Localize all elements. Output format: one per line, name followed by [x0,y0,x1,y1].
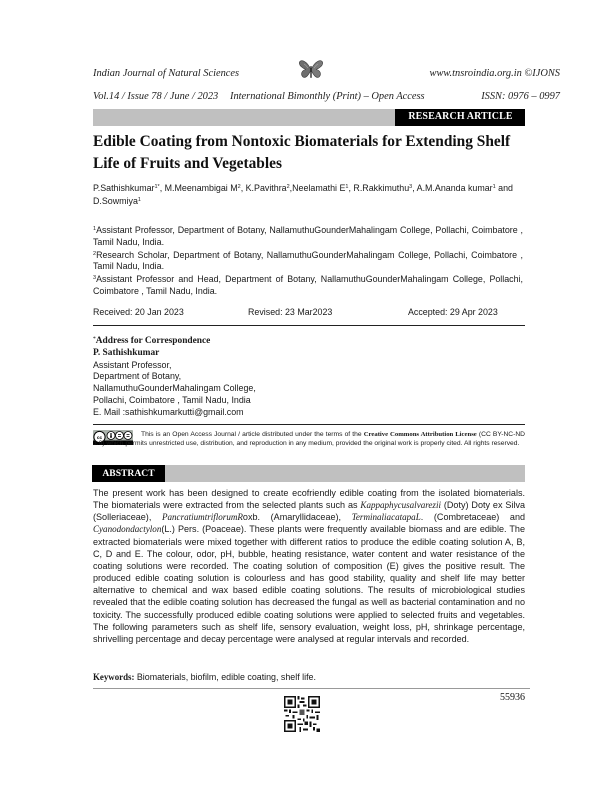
accepted-date: Accepted: 29 Apr 2023 [408,307,498,317]
journal-name: Indian Journal of Natural Sciences [93,68,240,79]
divider [93,325,525,326]
qr-code-icon [284,696,320,732]
journal-website: www.tnsroindia.org.in ©IJONS [429,68,560,79]
affiliation: $^2$Research Scholar, Department of Botany, NallamuthuGounderMahalingam College, Pollachi, Coimbatore , Tamil Nadu, India. [93,249,523,272]
abstract-heading: ABSTRACT [102,468,155,479]
species-name: PancratiumtriflorumR [161,512,243,523]
author: R.Rakkimuthu$^3$, [353,183,417,193]
correspondence-name: P. Sathishkumar [93,347,160,358]
article-dates [93,307,525,319]
author-list [93,182,533,208]
correspondence-line: NallamuthuGounderMahalingam College, [93,383,256,394]
author: D.Sowmiya$^1$ [93,195,141,206]
article-type-label: RESEARCH ARTICLE [408,111,513,122]
volume-issue: Vol.14 / Issue 78 / June / 2023 [93,91,219,102]
butterfly-icon [298,58,324,82]
author: M.Meenambigai $M^2$, [164,183,246,193]
affiliations [93,224,523,298]
species-name: TerminaliacatapaL [351,512,421,523]
correspondence-email[interactable]: E. Mail :sathishkumarkutti@gmail.com [93,406,244,417]
keywords-list: Biomaterials, biofilm, edible coating, shelf life. [134,672,316,682]
author: P.Sathishkumar$^{1*}$, [93,183,165,193]
species-name: Kappaphycusalvarezii [360,500,441,511]
author: A.M.Ananda kumar$^1$ and [416,183,513,193]
correspondence-line: Department of Botany, [93,371,182,382]
license-notice: This is an Open Access Journal / article distributed under the terms of the Creative Commons Attribution License (CC BY-NC-ND 3.0) which permits unrestricted use, distribution, and reproduction in any medium, provided the original work is properly cited. All rights reserved. [93,431,525,448]
author: Neelamathi $E^1$, [292,183,354,193]
abstract-text: The present work has been designed to create ecofriendly edible coating from the isolated biomaterials. The biomaterials were extracted from the selected plants such as Kappaphycusalvarezii (Doty) Doty ex Silva (Solleriaceae), PancratiumtriflorumRoxb. (Amaryllidaceae), TerminaliacatapaL. (Combretaceae) and Cyanodondactylon(L.) Pers. (Poaceae). These plants were frequently available biomass and are edible. The extracted biomaterials were mixed together with different ratios to produce the edible coating solution A, B, C, D and E. The colour, odor, pH, bubble, heating resistance, water content and water resistance of the coating solutions were recorded. The coating solution of composition (E) gives the positive result. The produced edible coating solution is colourless and has good stability, quality and shelf life may better alternative to chemical and wax based edible coating solutions. The results of microbiological studies revealed that the edible coating solution has decreased the fungal as well as bacterial contamination and no toxicity. The successfully produced edible coating solutions were applied to selected fruits and vegetables. The following parameters such as shelf life, sensory evaluation, weight loss, pH, shrinkage percentage, shrivelling percentage and decay percentage were analysed at regular intervals and recorded. [93,488,526,644]
license-link[interactable]: Creative Commons Attribution License [363,431,477,438]
issn: ISSN: 0976 – 0997 [481,91,560,102]
page-number: 55936 [500,692,525,703]
revised-date: Revised: 23 Mar2023 [248,307,333,317]
species-name: Cyanodondactylon [93,524,162,535]
keywords-label: Keywords: [93,672,135,682]
affiliation: $^3$Assistant Professor and Head, Department of Botany, NallamuthuGounderMahalingam College, Pollachi, Coimbatore , Tamil Nadu, India. [93,274,523,296]
publication-type: International Bimonthly (Print) – Open Access [230,91,425,102]
keywords [93,672,525,684]
received-date: Received: 20 Jan 2023 [93,307,184,317]
divider [93,688,530,689]
article-title: Edible Coating from Nontoxic Biomaterials for Extending Shelf Life of Fruits and Vegetables [93,133,511,172]
affiliation: $^1$Assistant Professor, Department of Botany, NallamuthuGounderMahalingam College, Pollachi, Coimbatore , Tamil Nadu, India. [93,225,523,247]
author: K.Pavithra$^2$, [245,183,293,193]
correspondence-line: Assistant Professor, [93,359,172,370]
svg-text:cc: cc [96,435,103,441]
correspondence-heading: *Address for Correspondence [93,336,211,346]
correspondence-line: Pollachi, Coimbatore , Tamil Nadu, India [93,394,251,405]
correspondence-block [93,334,393,419]
divider [93,424,525,425]
